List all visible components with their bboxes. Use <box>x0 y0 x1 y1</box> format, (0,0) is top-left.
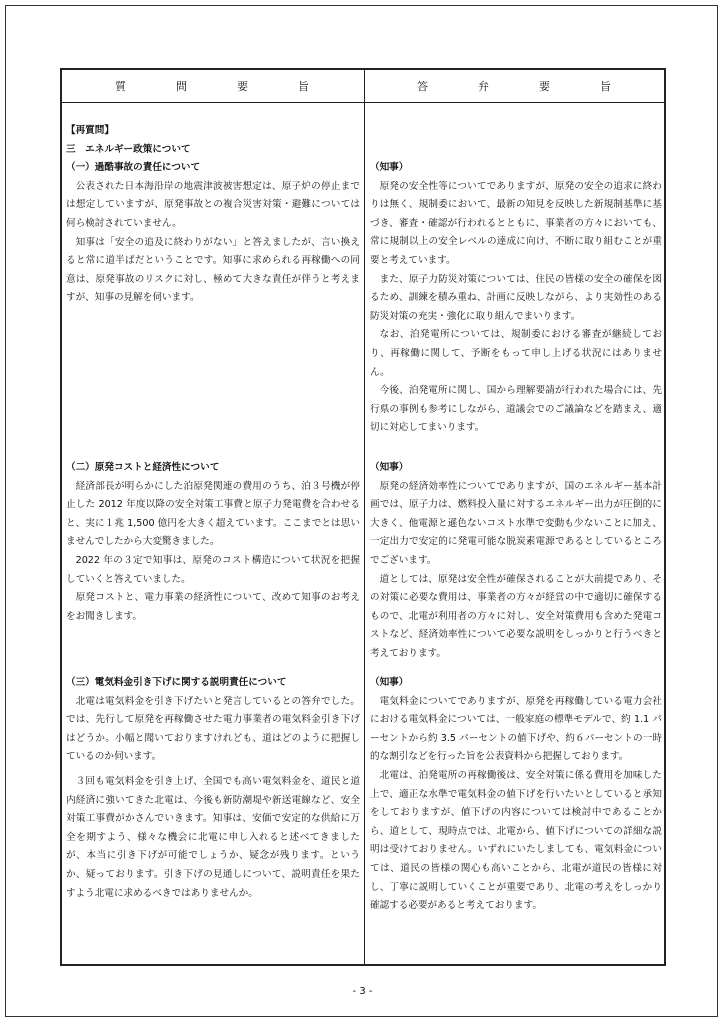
question-heading: （三）電気料金引き下げに関する説明責任について <box>66 677 287 688</box>
question-block-3 <box>66 674 360 903</box>
answer-block-2 <box>370 459 662 664</box>
answer-block-1 <box>370 159 662 438</box>
answer-block-3 <box>370 674 662 916</box>
page-number: - 3 - <box>352 986 373 997</box>
question-heading: （二）原発コストと経済性について <box>66 462 220 473</box>
answer-paragraph: 道としては、原発は安全性が確保されることが大前提であり、その対策に必要な費用は、事業者の方々が経営の中で適切に確保するもので、北電が利用者の方々に対し、安全対策費用も含めた発電コストなど、経済効率性について必要な説明をしっかりと行うべきと考えております。 <box>370 573 662 659</box>
answer-paragraph: また、原子力防災対策については、住民の皆様の安全の確保を図るため、訓練を積み重ね、計画に反映しながら、より実効性のある防災対策の充実・強化に取り組んでまいります。 <box>370 273 662 322</box>
answer-paragraph: 今後、泊発電所に関し、国から理解要請が行われた場合には、先行県の事例も参考にしながら、道議会でのご議論などを踏まえ、適切に対応してまいります。 <box>370 385 662 434</box>
question-paragraph: ３回も電気料金を引き上げ、全国でも高い電気料金を、道民と道内経済に強いてきた北電は、今後も新防潮堤や新送電線など、安全対策工事費がかさんでいきます。知事は、安価で安定的な供給に万全を期すよう、様々な機会に北電に申し入れると述べてきましたが、本当に引き下げが可能でしょうか、疑念が残ります。というか、疑っております。引き下げの見通しについて、説明責任を果たすよう北電に求めるべきではありませんか。 <box>66 775 360 899</box>
answer-paragraph: 原発の安全性等についてでありますが、原発の安全の追求に終わりは無く、規制委において、最新の知見を反映した新規制基準に基づき、審査・確認が行われるとともに、事業者の方々においても、常に規制以上の安全レベルの達成に向け、不断に取り組むことが重要と考えています。 <box>370 180 662 266</box>
question-summary-header: 質 問 要 旨 <box>115 80 311 93</box>
question-paragraph: 2022 年の３定で知事は、原発のコスト構造について状況を把握していくと答えていました。 <box>66 554 360 585</box>
question-paragraph: 知事は「安全の追及に終わりがない」と答えましたが、言い換えると常に道半ばだということです。知事に求められる再稼働への同意は、原発事故のリスクに対し、極めて大きな責任が伴うと考えますが、知事の見解を伺います。 <box>66 236 360 304</box>
answer-summary-header: 答 弁 要 旨 <box>417 80 613 93</box>
question-block-1 <box>66 122 360 308</box>
question-block-2 <box>66 459 360 626</box>
answer-paragraph: なお、泊発電所については、規制委における審査が継続しており、再稼働に関して、予断をもって申し上げる状況にはありません。 <box>370 329 662 378</box>
answer-speaker: （知事） <box>370 677 409 688</box>
question-paragraph: 公表された日本海沿岸の地震津波被害想定は、原子炉の停止までは想定していますが、原発事故との複合災害対策・避難については何ら検討されていません。 <box>66 180 360 229</box>
answer-speaker: （知事） <box>370 162 409 173</box>
question-column <box>66 102 360 964</box>
question-paragraph: 北電は電気料金を引き下げたいと発言しているとの答弁でした。では、先行して原発を再稼働させた電力事業者の電気料金引き下げはどうか。小幅と聞いておりますけれども、道はどのように把握しているのか伺います。 <box>66 695 360 763</box>
answer-paragraph: 電気料金についてでありますが、原発を再稼働している電力会社における電気料金については、一般家庭の標準モデルで、約 1.1 パーセントから約 3.5 パーセントの値下げや、約６パーセントの一時的な割引などを行った旨を公表資料から把握しております。 <box>370 695 662 763</box>
requestion-label: 【再質問】 <box>66 125 114 136</box>
answer-paragraph: 北電は、泊発電所の再稼働後は、安全対策に係る費用を加味した上で、適正な水準で電気料金の値下げを行いたいとしていると承知をしておりますが、値下げの内容については検討中であることから、道として、現時点では、北電から、値下げについての詳細な説明は受けておりません。いずれにいたしましても、電気料金については、道民の皆様の関心も高いことから、北電が道民の皆様に対し、丁寧に説明していくことが重要であり、北電の考えをしっかり確認する必要があると考えております。 <box>370 769 662 912</box>
answer-paragraph: 原発の経済効率性についてでありますが、国のエネルギー基本計画では、原子力は、燃料投入量に対するエネルギー出力が圧倒的に大きく、他電源と遜色ないコスト水準で変動も少ないことに加え、一定出力で安定的に発電可能な脱炭素電源であるとしているところでございます。 <box>370 480 662 566</box>
section-title: 三 エネルギー政策について <box>66 143 191 155</box>
answer-column <box>370 102 662 964</box>
qa-table <box>60 68 666 966</box>
answer-speaker: （知事） <box>370 462 409 473</box>
question-paragraph: 経済部長が明らかにした泊原発関連の費用のうち、泊３号機が停止した 2012 年度以降の安全対策工事費と原子力発電費を合わせると、実に１兆 1,500 億円を大きく超えています。ここまでとは思いませんでしたから大変驚きました。 <box>66 480 360 548</box>
table-header <box>62 70 664 103</box>
column-divider <box>364 70 365 964</box>
question-heading: （一）過酷事故の責任について <box>66 162 201 174</box>
question-paragraph: 原発コストと、電力事業の経済性について、改めて知事のお考えをお聞きします。 <box>66 592 360 622</box>
